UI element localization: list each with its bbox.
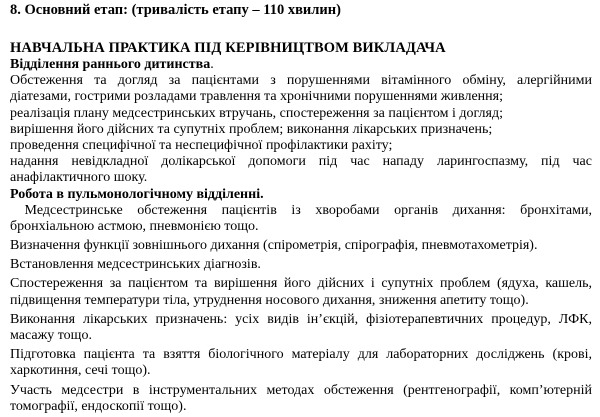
section-title: НАВЧАЛЬНА ПРАКТИКА ПІД КЕРІВНИЦТВОМ ВИКЛАДАЧА xyxy=(10,40,446,56)
pulmonology-line-5: Спостереження за пацієнтом та вирішення його дійсних і супутніх проблем (ядуха, кашель, xyxy=(10,276,592,292)
early-childhood-line-4: вирішення його дійсних та супутніх проблем; виконання лікарських призначень; xyxy=(10,121,493,137)
early-childhood-dept-title: Відділення раннього дитинства xyxy=(10,57,211,72)
pulmonology-line-4: Встановлення медсестринських діагнозів. xyxy=(10,257,261,273)
pulmonology-line-6: підвищення температури тіла, утруднення носового дихання, зниження апетиту тощо). xyxy=(10,292,529,308)
early-childhood-line-6: надання невідкладної долікарської допомоги під час нападу ларингоспазму, під час xyxy=(10,154,592,170)
pulmonology-line-2: бронхіальною астмою, пневмонією тощо. xyxy=(10,218,259,234)
pulmonology-line-7: Виконання лікарських призначень: усіх видів ін’єкцій, фізіотерапевтичних процедур, ЛФК, xyxy=(10,311,592,327)
pulmonology-dept-title: Робота в пульмонологічному відділенні. xyxy=(10,186,264,202)
pulmonology-line-9: Підготовка пацієнта та взяття біологічного матеріалу для лабораторних досліджень (крові, xyxy=(10,347,592,363)
pulmonology-line-3: Визначення функції зовнішнього дихання (спірометрія, спірографія, пневмотахометрія). xyxy=(10,238,538,254)
pulmonology-line-1: Медсестринське обстеження пацієнтів із хворобами органів дихання: бронхітами, xyxy=(10,202,592,218)
pulmonology-line-12: томографії, ендоскопії тощо). xyxy=(10,398,187,414)
pulmonology-line-10: харкотиння, сечі тощо). xyxy=(10,363,151,379)
early-childhood-line-3: реалізація плану медсестринських втручань, спостереження за пацієнтом і догляд; xyxy=(10,105,503,121)
early-childhood-line-5: проведення специфічної та неспецифічної профілактики рахіту; xyxy=(10,137,393,153)
early-childhood-dept-heading: Відділення раннього дитинства. xyxy=(10,57,214,72)
early-childhood-line-2: діатезами, гострими розладами травлення та хронічними порушеннями живлення; xyxy=(10,89,503,105)
pulmonology-line-8: масажу тощо. xyxy=(10,328,92,343)
early-childhood-line-7: анафілактичного шоку. xyxy=(10,170,148,186)
document-page xyxy=(10,0,592,415)
pulmonology-line-11: Участь медсестри в інструментальних методах обстеження (рентгенографії, комп’ютерній xyxy=(10,382,592,398)
stage-header: 8. Основний етап: (тривалість етапу – 110 хвилин) xyxy=(10,2,341,18)
early-childhood-line-1: Обстеження та догляд за пацієнтами з порушеннями вітамінного обміну, алергійними xyxy=(10,73,592,89)
